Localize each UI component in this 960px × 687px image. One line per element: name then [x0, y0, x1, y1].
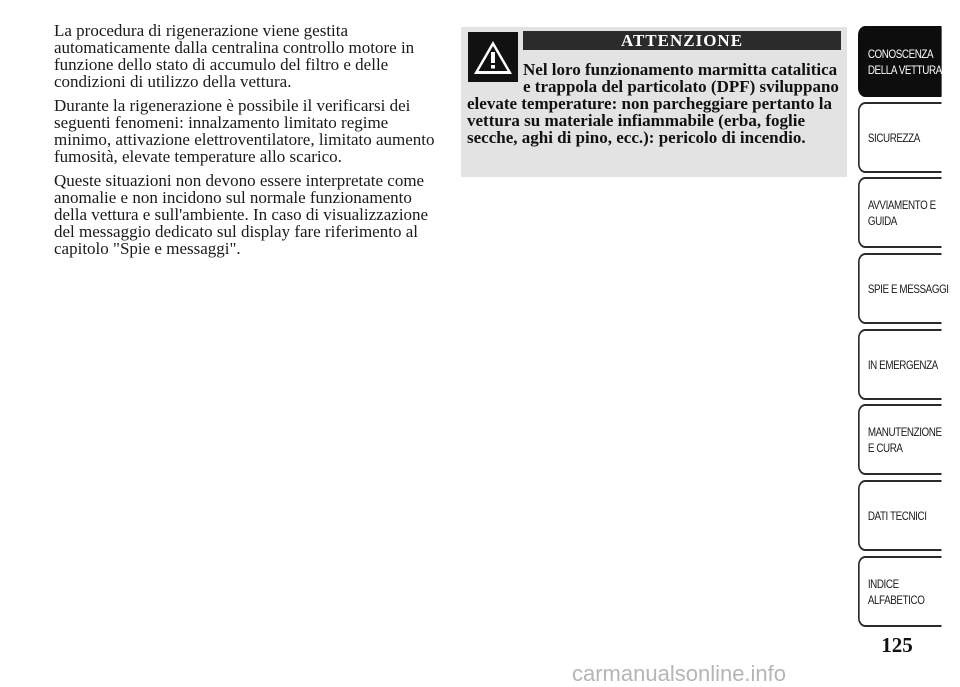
- tab-label: MANUTENZIONE E CURA: [867, 424, 942, 455]
- watermark: carmanualsonline.info: [572, 661, 787, 686]
- paragraph-interpretation: Queste situazioni non devono essere interpretate come anomalie e non incidono sul normale funzionamento della vettura e sull'ambiente. In caso di visualizzazione del messaggio dedicato sul display fare riferimento al capitolo "Spie e messaggi".: [54, 171, 429, 258]
- warning-title: ATTENZIONE: [523, 31, 841, 50]
- tab-chapter[interactable]: [858, 404, 942, 475]
- warning-text: Nel loro funzionamento marmitta catalitica e trappola del particolato (DPF) sviluppano elevate temperature: non parcheggiare pertanto la vettura su materiale infiammabile (erba, foglie secche, aghi di pino, ecc.): pericolo di incendio.: [467, 60, 839, 147]
- tab-label: CONOSCENZA DELLA VETTURA: [867, 46, 942, 77]
- tab-label: INDICE ALFABETICO: [867, 576, 925, 607]
- tab-label: SICUREZZA: [867, 130, 920, 145]
- tab-chapter[interactable]: [858, 253, 949, 324]
- tab-label: IN EMERGENZA: [867, 357, 938, 372]
- warning-box: [461, 27, 847, 177]
- paragraph-phenomena: Durante la rigenerazione è possibile il verificarsi dei seguenti fenomeni: innalzamento limitato regime minimo, attivazione elettroventilatore, limitato aumento fumosità, elevate temperature allo scarico.: [54, 96, 435, 166]
- tab-chapter[interactable]: [858, 26, 942, 97]
- tab-chapter[interactable]: [858, 480, 942, 551]
- tab-label: SPIE E MESSAGGI: [867, 281, 949, 296]
- body-text: [54, 22, 442, 264]
- warning-text-block: [467, 61, 839, 146]
- paragraph-regeneration: La procedura di rigenerazione viene gestita automaticamente dalla centralina controllo motore in funzione dello stato di accumulo del filtro e delle condizioni di utilizzo della vettura.: [54, 21, 415, 91]
- tab-label: DATI TECNICI: [867, 508, 927, 523]
- tab-chapter[interactable]: [858, 329, 942, 400]
- tab-chapter[interactable]: [858, 556, 942, 627]
- tab-label: AVVIAMENTO E GUIDA: [867, 197, 936, 228]
- tab-chapter[interactable]: [858, 177, 942, 248]
- tab-chapter[interactable]: [858, 102, 942, 173]
- page-number: 125: [881, 633, 913, 657]
